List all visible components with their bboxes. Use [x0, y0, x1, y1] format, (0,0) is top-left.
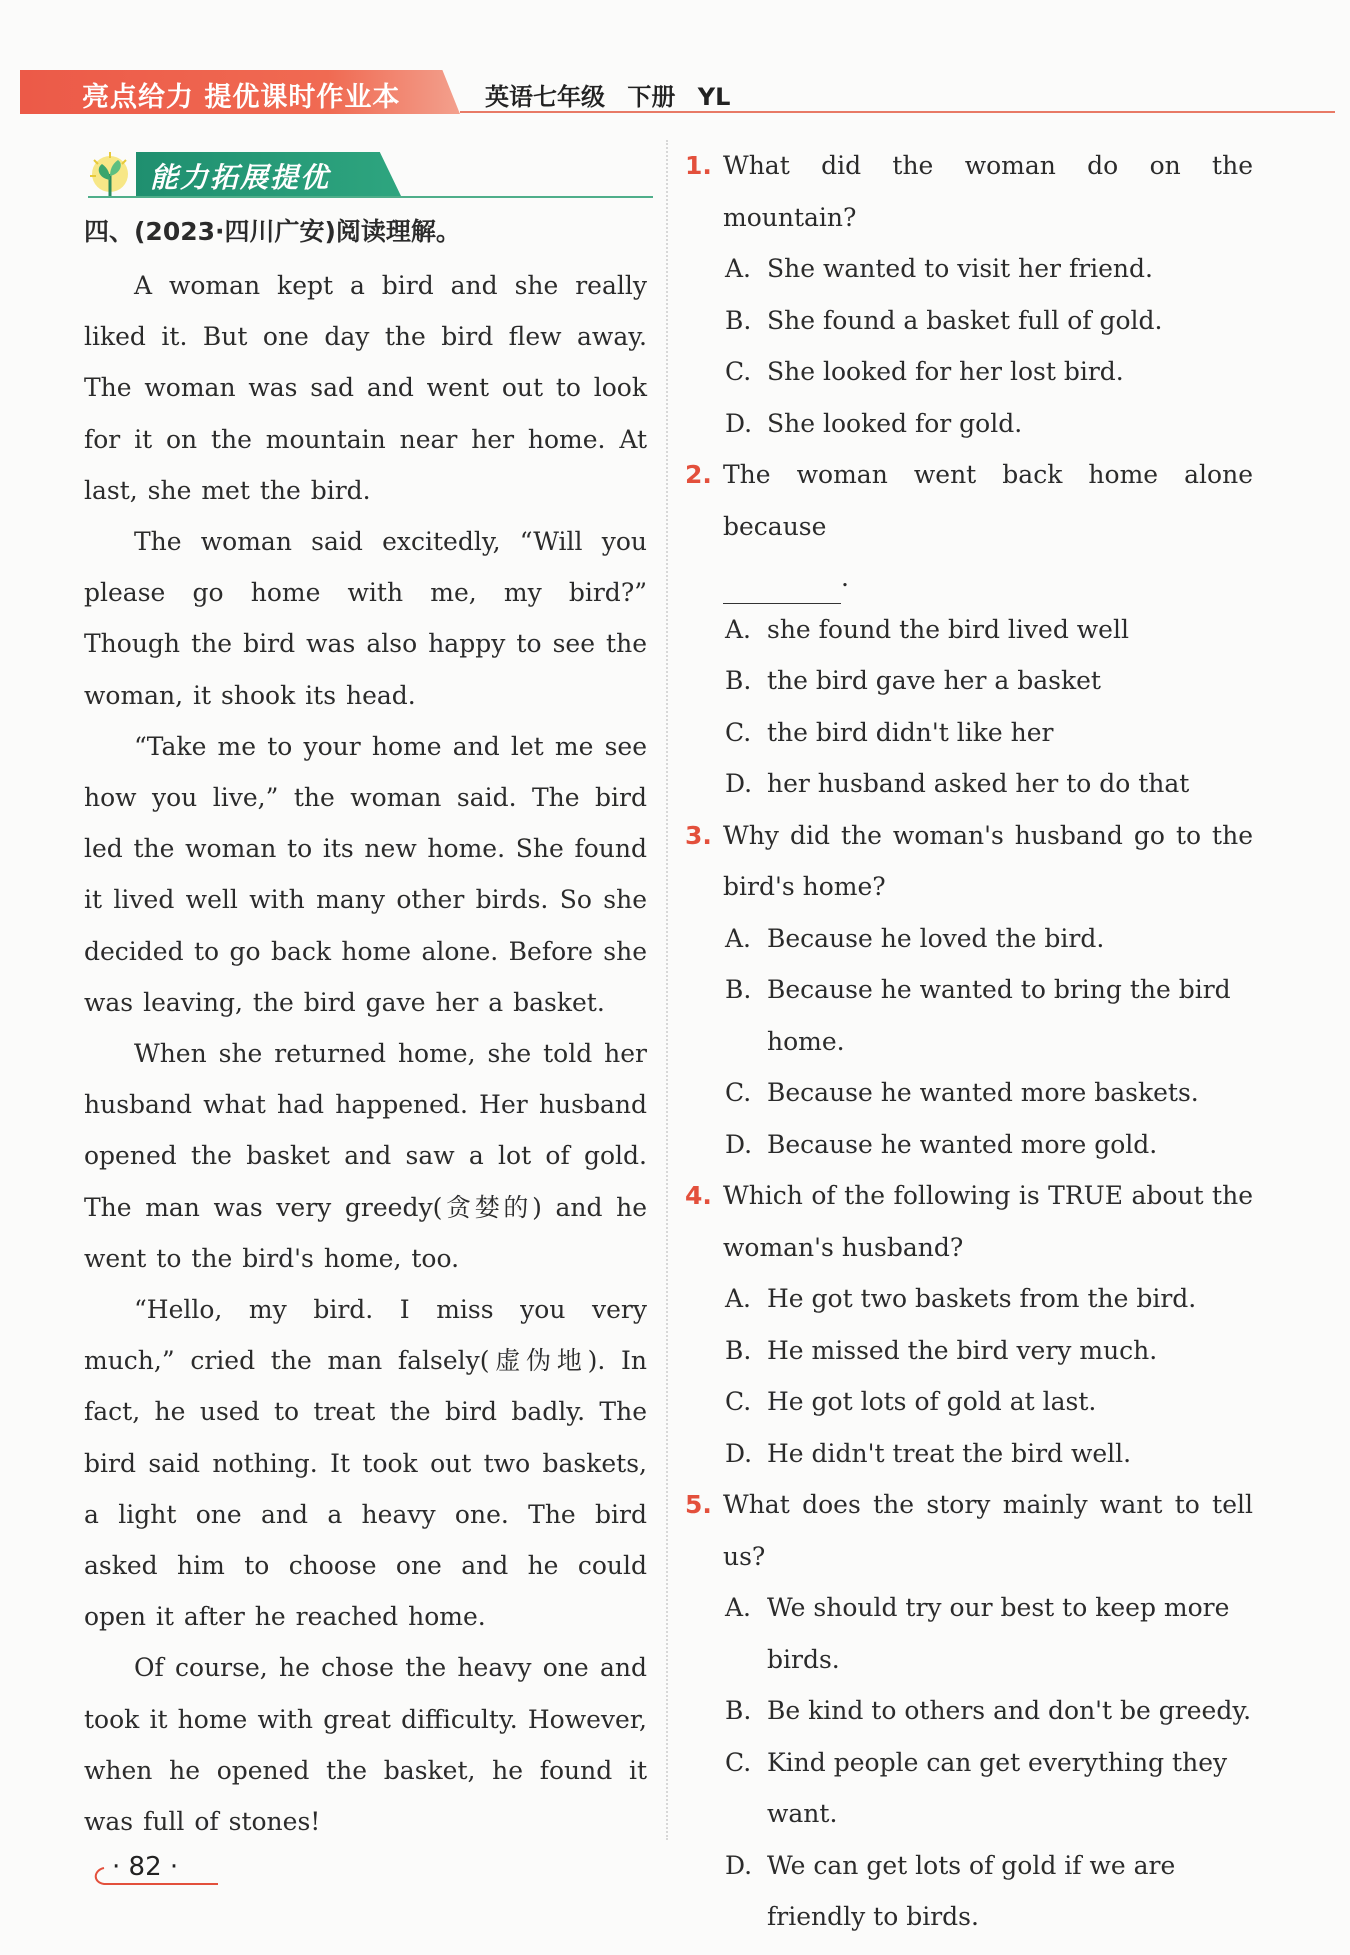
answer-option[interactable]: C. Kind people can get everything they want.: [725, 1747, 1228, 1828]
reading-title: 四、(2023·四川广安)阅读理解。: [84, 217, 461, 246]
question-stem: The woman went back home alone because: [723, 460, 1253, 541]
answer-option[interactable]: D. her husband asked her to do that: [725, 769, 1190, 798]
question-stem: Which of the following is TRUE about the woman's husband?: [723, 1181, 1253, 1262]
question: [685, 1170, 1253, 1479]
banner-rule: [88, 196, 653, 198]
answer-option[interactable]: A. she found the bird lived well: [725, 614, 1129, 644]
passage-paragraph: Of course, he chose the heavy one and took it home with great difficulty. However, when he opened the basket, he found it was full of stones!: [84, 1653, 647, 1837]
section-banner: [88, 150, 403, 200]
question-stem: Why did the woman's husband go to the bird's home?: [723, 820, 1253, 901]
question-stem: What does the story mainly want to tell us?: [723, 1490, 1253, 1571]
passage-paragraph: “Take me to your home and let me see how you live,” the woman said. The bird led the woman to its new home. She found it lived well with many other birds. So she decided to go back home alone. Before she was leaving, the bird gave her a basket.: [84, 731, 647, 1017]
reading-passage: [84, 210, 647, 1847]
answer-option[interactable]: C. He got lots of gold at last.: [725, 1387, 1097, 1416]
question-list: [685, 140, 1253, 1943]
answer-option[interactable]: B. She found a basket full of gold.: [725, 305, 1163, 335]
question-stem: What did the woman do on the mountain?: [723, 151, 1253, 232]
answer-option[interactable]: D. We can get lots of gold if we are friendly to birds.: [725, 1850, 1176, 1931]
question-number: 3.: [685, 820, 712, 850]
sprout-icon: [88, 150, 142, 200]
answer-option[interactable]: A. She wanted to visit her friend.: [725, 254, 1153, 283]
question-number: 2.: [685, 460, 712, 489]
question: [685, 1479, 1253, 1943]
passage-paragraph: When she returned home, she told her husband what had happened. Her husband opened the basket and saw a lot of gold. The man was very greedy(贪婪的) and he went to the bird's home, too.: [84, 1039, 647, 1273]
answer-option[interactable]: B. Because he wanted to bring the bird home.: [725, 975, 1231, 1056]
answer-option[interactable]: C. Because he wanted more baskets.: [725, 1078, 1199, 1107]
column-divider: [666, 140, 668, 1840]
question: [685, 140, 1253, 449]
answer-option[interactable]: C. She looked for her lost bird.: [725, 357, 1124, 386]
answer-option[interactable]: B. Be kind to others and don't be greedy.: [725, 1696, 1252, 1725]
question-number: 1.: [685, 151, 712, 180]
answer-option[interactable]: A. He got two baskets from the bird.: [725, 1284, 1197, 1313]
header-title: 亮点给力 提优课时作业本: [82, 82, 401, 113]
question: [685, 449, 1253, 810]
header-rule: [460, 111, 1335, 113]
answer-option[interactable]: D. He didn't treat the bird well.: [725, 1438, 1132, 1468]
answer-option[interactable]: B. the bird gave her a basket: [725, 666, 1101, 695]
passage-paragraph: The woman said excitedly, “Will you please go home with me, my bird?” Though the bird was also happy to see the woman, it shook its head.: [84, 527, 647, 710]
answer-option[interactable]: B. He missed the bird very much.: [725, 1335, 1158, 1365]
blank-period: .: [841, 563, 849, 592]
answer-option[interactable]: A. Because he loved the bird.: [725, 923, 1105, 953]
header-subtitle: 英语七年级 下册 YL: [485, 83, 731, 111]
answer-option[interactable]: D. She looked for gold.: [725, 408, 1023, 438]
answer-blank[interactable]: [723, 573, 841, 604]
page-number: · 82 ·: [112, 1852, 179, 1882]
answer-option[interactable]: C. the bird didn't like her: [725, 717, 1054, 747]
question-number: 5.: [685, 1490, 712, 1519]
answer-option[interactable]: A. We should try our best to keep more birds.: [725, 1593, 1230, 1674]
question: [685, 810, 1253, 1171]
passage-paragraph: “Hello, my bird. I miss you very much,” cried the man falsely(虚伪地). In fact, he used to treat the bird badly. The bird said nothing. It took out two baskets, a light one and a heavy one. The bird asked him to choose one and he could open it after he reached home.: [84, 1295, 647, 1632]
page-header: [20, 70, 1335, 114]
answer-option[interactable]: D. Because he wanted more gold.: [725, 1129, 1158, 1159]
passage-paragraph: A woman kept a bird and she really liked it. But one day the bird flew away. The woman was sad and went out to look for it on the mountain near her home. At last, she met the bird.: [84, 271, 647, 505]
banner-label: 能力拓展提优: [150, 161, 331, 194]
question-number: 4.: [685, 1181, 712, 1210]
